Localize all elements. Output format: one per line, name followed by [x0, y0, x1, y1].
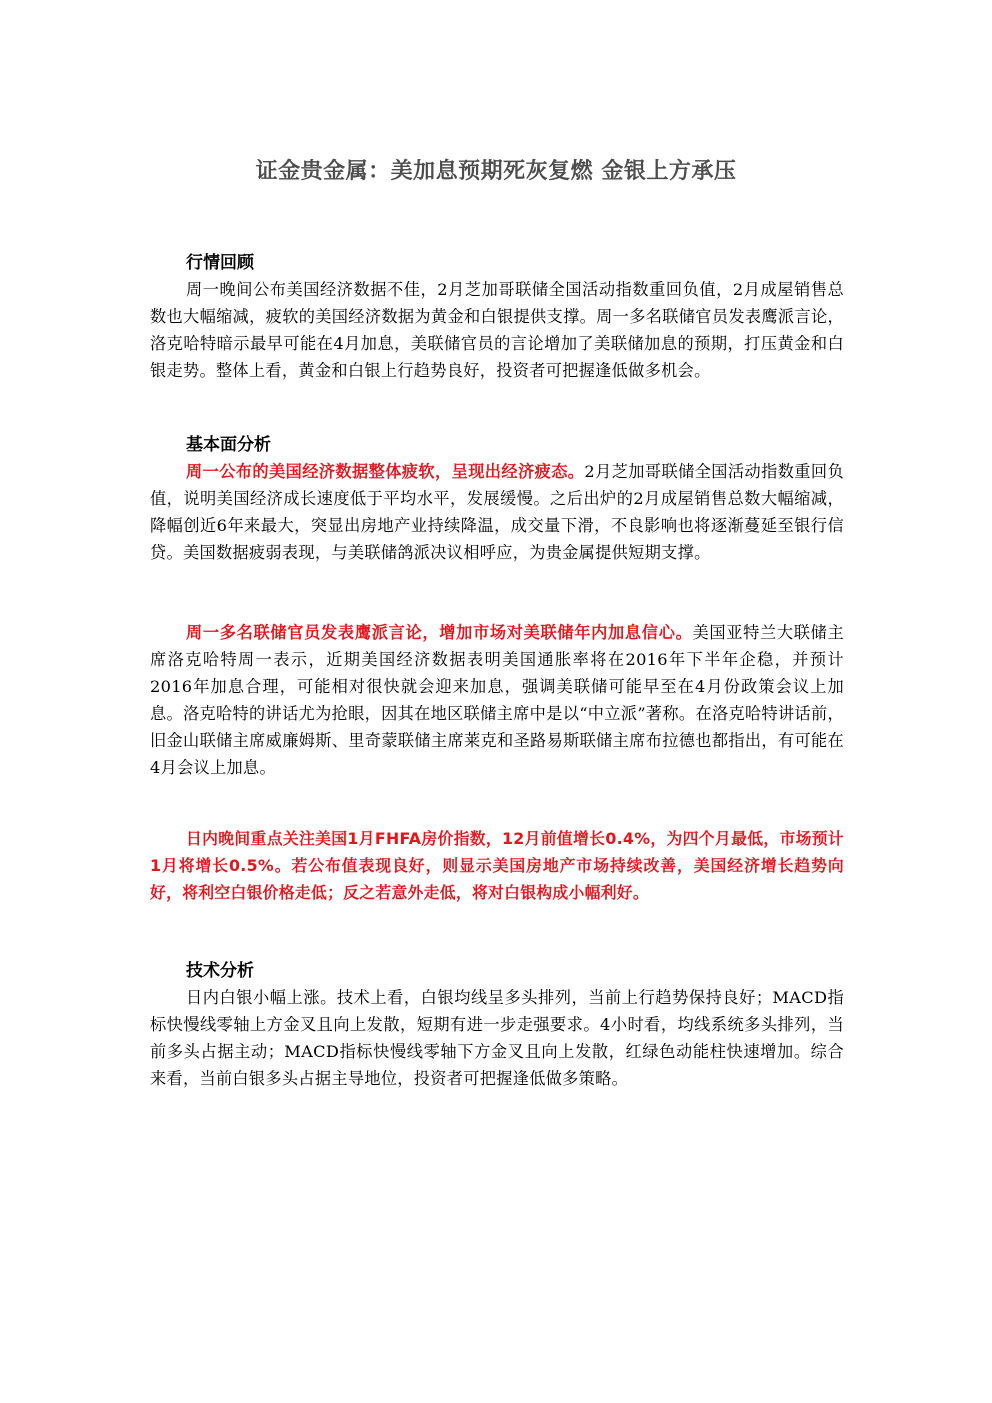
document-title: 证金贵金属：美加息预期死灰复燃 金银上方承压 — [255, 159, 737, 184]
section-heading-technical-analysis: 技术分析 — [186, 961, 254, 981]
technical-analysis-paragraph: 日内白银小幅上涨。技术上看，白银均线呈多头排列，当前上行趋势保持良好；MACD指标快慢线零轴上方金叉且向上发散，短期有进一步走强要求。4小时看，均线系统多头排列，当前多头占据主动；MACD指标快慢线零轴下方金叉且向上发散，红绿色动能柱快速增加。综合来看，当前白银多头占据主导地位，投资者可把握逢低做多策略。 — [150, 988, 844, 1088]
section-fundamental-analysis-3 — [150, 825, 844, 906]
fundamental-paragraph-3-highlight: 日内晚间重点关注美国1月FHFA房价指数，12月前值增长0.4%，为四个月最低，市场预计1月将增长0.5%。若公布值表现良好，则显示美国房地产市场持续改善，美国经济增长趋势向好，将利空白银价格走低；反之若意外走低，将对白银构成小幅利好。 — [150, 829, 844, 902]
market-review-paragraph: 周一晚间公布美国经济数据不佳，2月芝加哥联储全国活动指数重回负值，2月成屋销售总数也大幅缩减，疲软的美国经济数据为黄金和白银提供支撑。周一多名联储官员发表鹰派言论，洛克哈特暗示最早可能在4月加息，美联储官员的言论增加了美联储加息的预期，打压黄金和白银走势。整体上看，黄金和白银上行趋势良好，投资者可把握逢低做多机会。 — [150, 280, 844, 380]
fundamental-paragraph-2 — [150, 619, 844, 781]
fundamental-paragraph-1-body: 2月芝加哥联储全国活动指数重回负值，说明美国经济成长速度低于平均水平，发展缓慢。之后出炉的2月成屋销售总数大幅缩减，降幅创近6年来最大，突显出房地产业持续降温，成交量下滑，不良影响也将逐渐蔓延至银行信贷。美国数据疲弱表现，与美联储鸽派决议相呼应，为贵金属提供短期支撑。 — [150, 462, 844, 562]
section-technical-analysis — [150, 958, 844, 1092]
section-fundamental-analysis — [150, 432, 844, 566]
fundamental-paragraph-2-body: 美国亚特兰大联储主席洛克哈特周一表示，近期美国经济数据表明美国通胀率将在2016年下半年企稳，并预计2016年加息合理，可能相对很快就会迎来加息，强调美联储可能早至在4月份政策会议上加息。洛克哈特的讲话尤为抢眼，因其在地区联储主席中是以“中立派”著称。在洛克哈特讲话前，旧金山联储主席威廉姆斯、里奇蒙联储主席莱克和圣路易斯联储主席布拉德也都指出，有可能在4月会议上加息。 — [150, 623, 844, 777]
section-market-review — [150, 250, 844, 384]
fundamental-paragraph-1-lead: 周一公布的美国经济数据整体疲软，呈现出经济疲态。 — [186, 462, 585, 481]
section-heading-market-review: 行情回顾 — [186, 253, 254, 273]
fundamental-paragraph-1 — [150, 458, 844, 566]
section-heading-fundamental-analysis: 基本面分析 — [186, 435, 271, 455]
fundamental-paragraph-2-lead: 周一多名联储官员发表鹰派言论，增加市场对美联储年内加息信心。 — [186, 623, 693, 642]
section-fundamental-analysis-2 — [150, 619, 844, 781]
